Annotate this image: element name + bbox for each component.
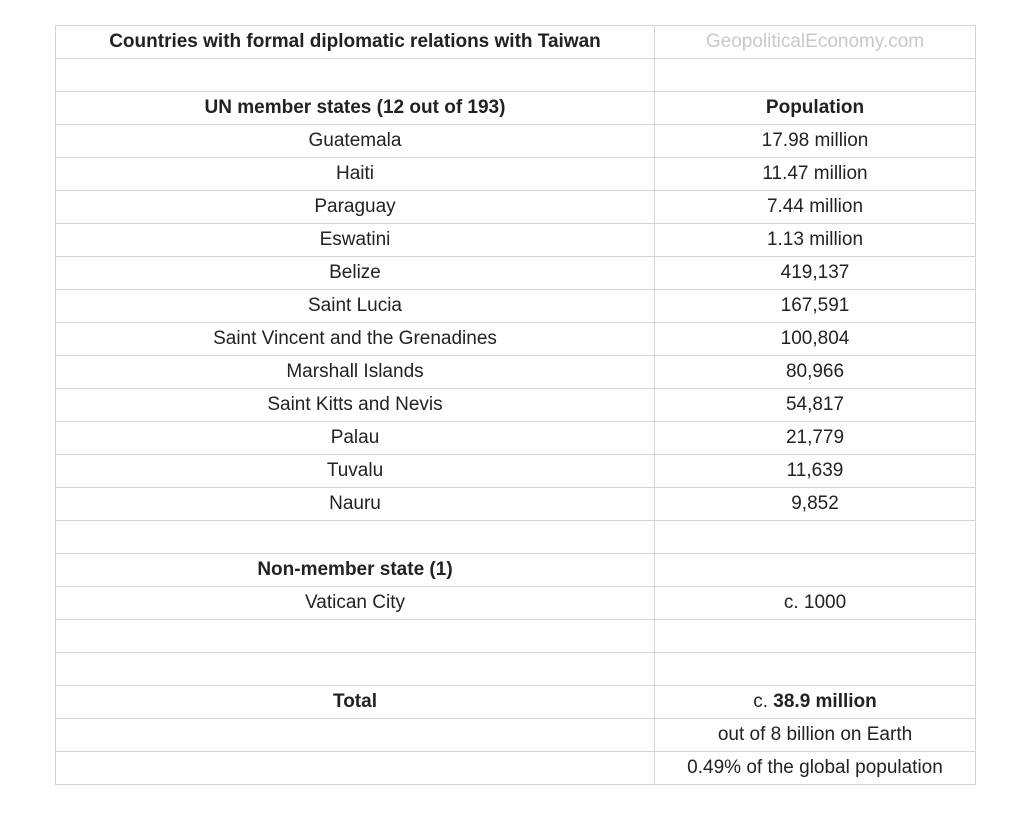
un-header-row xyxy=(56,92,976,125)
country-cell: Nauru xyxy=(56,488,655,521)
total-context: out of 8 billion on Earth xyxy=(655,719,976,752)
table-row xyxy=(56,422,976,455)
empty-cell xyxy=(655,620,976,653)
empty-cell xyxy=(56,620,655,653)
population-cell: 11,639 xyxy=(655,455,976,488)
empty-cell xyxy=(56,59,655,92)
non-member-header: Non-member state (1) xyxy=(56,554,655,587)
table-row xyxy=(56,587,976,620)
country-cell: Belize xyxy=(56,257,655,290)
country-cell: Saint Lucia xyxy=(56,290,655,323)
empty-cell xyxy=(655,59,976,92)
table-row xyxy=(56,389,976,422)
table-row xyxy=(56,356,976,389)
population-cell: 167,591 xyxy=(655,290,976,323)
total-value: 38.9 million xyxy=(773,691,877,712)
table-row xyxy=(56,158,976,191)
diplomatic-relations-table xyxy=(55,25,976,785)
country-cell: Saint Vincent and the Grenadines xyxy=(56,323,655,356)
empty-cell xyxy=(56,653,655,686)
table-row xyxy=(56,191,976,224)
population-cell: 80,966 xyxy=(655,356,976,389)
table-title: Countries with formal diplomatic relations with Taiwan xyxy=(56,26,655,59)
empty-cell xyxy=(56,752,655,785)
population-cell: c. 1000 xyxy=(655,587,976,620)
title-row xyxy=(56,26,976,59)
population-cell: 17.98 million xyxy=(655,125,976,158)
population-cell: 21,779 xyxy=(655,422,976,455)
country-cell: Paraguay xyxy=(56,191,655,224)
empty-cell xyxy=(56,521,655,554)
population-cell: 100,804 xyxy=(655,323,976,356)
country-cell: Tuvalu xyxy=(56,455,655,488)
empty-row xyxy=(56,521,976,554)
total-row xyxy=(56,686,976,719)
total-prefix: c. xyxy=(753,691,768,712)
population-cell: 11.47 million xyxy=(655,158,976,191)
population-cell: 9,852 xyxy=(655,488,976,521)
empty-cell xyxy=(56,719,655,752)
country-cell: Palau xyxy=(56,422,655,455)
country-cell: Haiti xyxy=(56,158,655,191)
population-header: Population xyxy=(655,92,976,125)
empty-cell xyxy=(655,653,976,686)
table-row xyxy=(56,488,976,521)
population-cell: 419,137 xyxy=(655,257,976,290)
total-share: 0.49% of the global population xyxy=(655,752,976,785)
population-cell: 54,817 xyxy=(655,389,976,422)
total-context-row xyxy=(56,719,976,752)
non-member-header-row xyxy=(56,554,976,587)
population-cell: 7.44 million xyxy=(655,191,976,224)
total-share-row xyxy=(56,752,976,785)
empty-row xyxy=(56,59,976,92)
watermark: GeopoliticalEconomy.com xyxy=(655,26,976,59)
table-row xyxy=(56,455,976,488)
table-row xyxy=(56,323,976,356)
empty-row xyxy=(56,620,976,653)
country-cell: Guatemala xyxy=(56,125,655,158)
table-row xyxy=(56,125,976,158)
empty-cell xyxy=(655,521,976,554)
total-label: Total xyxy=(56,686,655,719)
table-row xyxy=(56,224,976,257)
population-cell: 1.13 million xyxy=(655,224,976,257)
empty-cell xyxy=(655,554,976,587)
country-cell: Eswatini xyxy=(56,224,655,257)
table-row xyxy=(56,290,976,323)
country-cell: Saint Kitts and Nevis xyxy=(56,389,655,422)
empty-row xyxy=(56,653,976,686)
total-cell xyxy=(655,686,976,719)
table-row xyxy=(56,257,976,290)
country-cell: Marshall Islands xyxy=(56,356,655,389)
un-members-header: UN member states (12 out of 193) xyxy=(56,92,655,125)
country-cell: Vatican City xyxy=(56,587,655,620)
